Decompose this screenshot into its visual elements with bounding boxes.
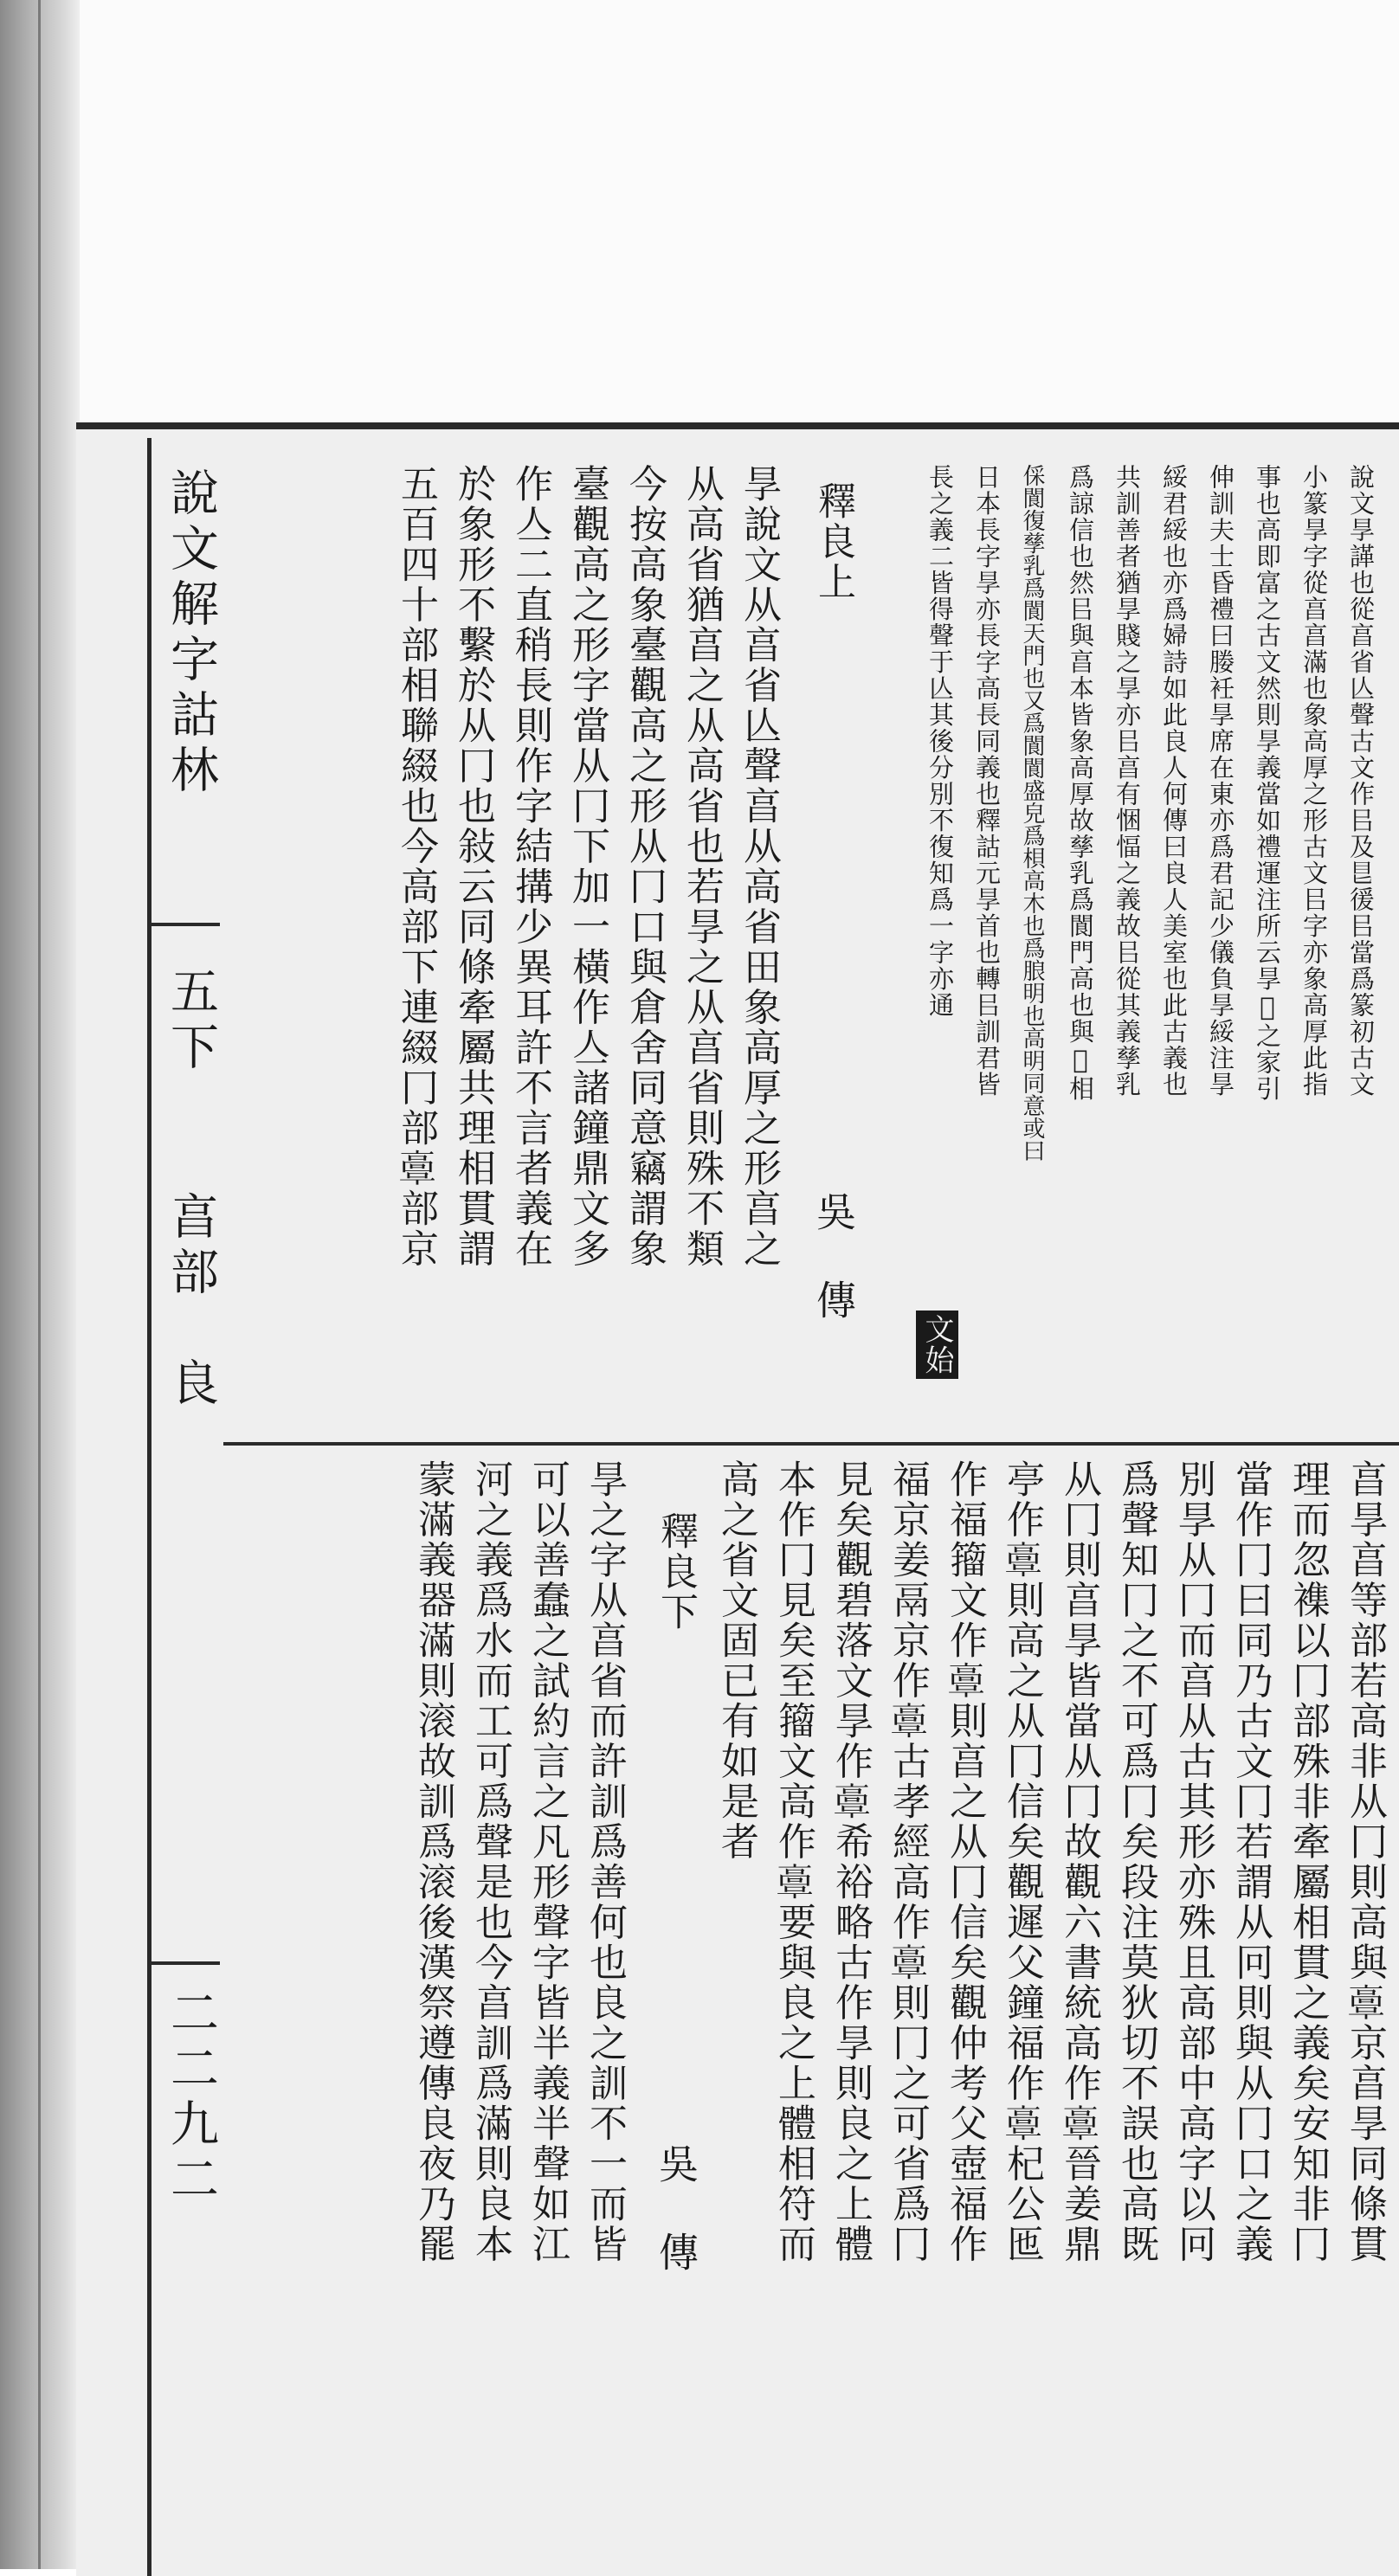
section-label: 亯部 良 [163,1191,219,1413]
body-line: 五百四十部相聯綴也今高部下連綴冂部𩫏部京 [394,464,438,1269]
volume-label: 五下 [163,966,219,1077]
body-line: 本作冂見矣至籀文高作𩫏要與良之上體相符而 [771,1459,816,2264]
body-line: 亯㫗亯等部若高非从冂則高與𩫏京亯㫗同條貫 [1343,1459,1387,2264]
note-line: 事也高即富之古文然則㫗義當如禮運注所云㫗𩲸之家引 [1253,464,1282,1102]
note-line: 長之義二皆得聲于亾其後分別不復知爲一字亦通 [925,464,955,1019]
article-title: 釋良下 [654,1511,698,1633]
body-line: 爲聲知冂之不可爲冂矣段注莫狄切不誤也高既 [1114,1459,1158,2264]
note-line: 小篆㫗字從亯亯滿也象高厚之形古文㠯字亦象高厚此指 [1299,464,1329,1098]
binding-rule [38,0,41,2569]
body-line: 可以善蠢之試約言之凡形聲字皆半義半聲如江 [525,1459,570,2264]
body-line: 从冂則亯㫗皆當从冂故觀六書統高作𩫏晉姜鼎 [1057,1459,1101,2264]
body-line: 於象形不繫於从冂也敍云同條牽屬共理相貫謂 [451,464,495,1269]
body-line: 亭作𩫏則高之从冂信矣觀遲父鐘福作𩫏杞公匜 [1000,1459,1044,2264]
body-line: 从高省猶亯之从高省也若㫗之从亯省則殊不類 [680,464,724,1269]
body-line: 作亼二直稍長則作字結搆少異耳許不言者義在 [508,464,552,1269]
section-divider [223,1442,1399,1446]
header-separator [151,923,220,926]
note-line: 倸閬復孳乳爲閬天門也又爲閬閬盛皃爲梖高木也爲朖明也高明同意或曰 [1019,464,1045,1162]
page-number: 二二九二 [163,1987,219,2209]
book-page [76,422,1399,2576]
body-line: 臺觀高之形字當从冂下加一橫作亼諸鐘鼎文多 [565,464,609,1269]
blank-top-margin [80,0,1399,422]
note-line: 爲諒信也然㠯與亯本皆象高厚故孳乳爲閬門高也與𨳇相 [1066,464,1095,1102]
body-line: 今按高象臺觀高之形从冂口與倉舍同意竊謂象 [622,464,667,1269]
body-line: 別㫗从冂而亯从古其形亦殊且高部中高字以冋 [1171,1459,1215,2264]
body-line: 當作冂曰同乃古文冂若謂从冋則與从冂口之義 [1228,1459,1273,2264]
note-line: 說文㫗諽也從亯省亾聲古文作㠯及𥃩㣪㠯當爲篆初古文 [1346,464,1376,1098]
body-line: 㫗之字从亯省而許訓爲善何也良之訓不一而皆 [583,1459,627,2264]
source-tag: 文始 [916,1311,958,1379]
body-line: 理而忽襍以冂部殊非牽屬相貫之義矣安知非冂 [1286,1459,1330,2264]
body-line: 蒙滿義器滿則滚故訓爲滚後漢祭遵傳良夜乃罷 [411,1459,455,2264]
note-line: 綏君綏也亦爲婦詩如此良人何傳曰良人美室也此古義也 [1159,464,1189,1098]
body-line: 見矣觀碧落文㫗作𩫏希裕略古作㫗則良之上體 [828,1459,873,2264]
body-line: 㫗說文从亯省亾聲亯从高省田象高厚之形亯之 [737,464,781,1269]
article-author: 吳傳 [810,1191,857,1368]
body-line: 作福籀文作𩫏則亯之从冂信矣觀仲考父壺福作 [943,1459,987,2264]
note-line: 日本長字㫗亦長字高長同義也釋詁元㫗首也轉㠯訓君皆 [972,464,1002,1098]
header-separator [151,1961,220,1965]
article-author: 吳傳 [653,2143,700,2320]
body-line: 高之省文固已有如是者 [714,1459,758,1862]
book-title: 說文解字詁林 [163,467,219,800]
article-title: 釋良上 [811,481,855,602]
body-line: 河之義爲水而工可爲聲是也今亯訓爲滿則良本 [468,1459,513,2264]
note-line: 共訓善者猶㫗賤之㫗亦㠯亯有悃愊之義故㠯從其義孳乳 [1112,464,1142,1098]
body-line: 福京姜鬲京作𩫏古孝經高作𩫏則冂之可省爲冂 [886,1459,930,2264]
note-line: 伸訓夫士昏禮曰媵衽㫗席在東亦爲君記少儀負㫗綏注㫗 [1206,464,1235,1098]
